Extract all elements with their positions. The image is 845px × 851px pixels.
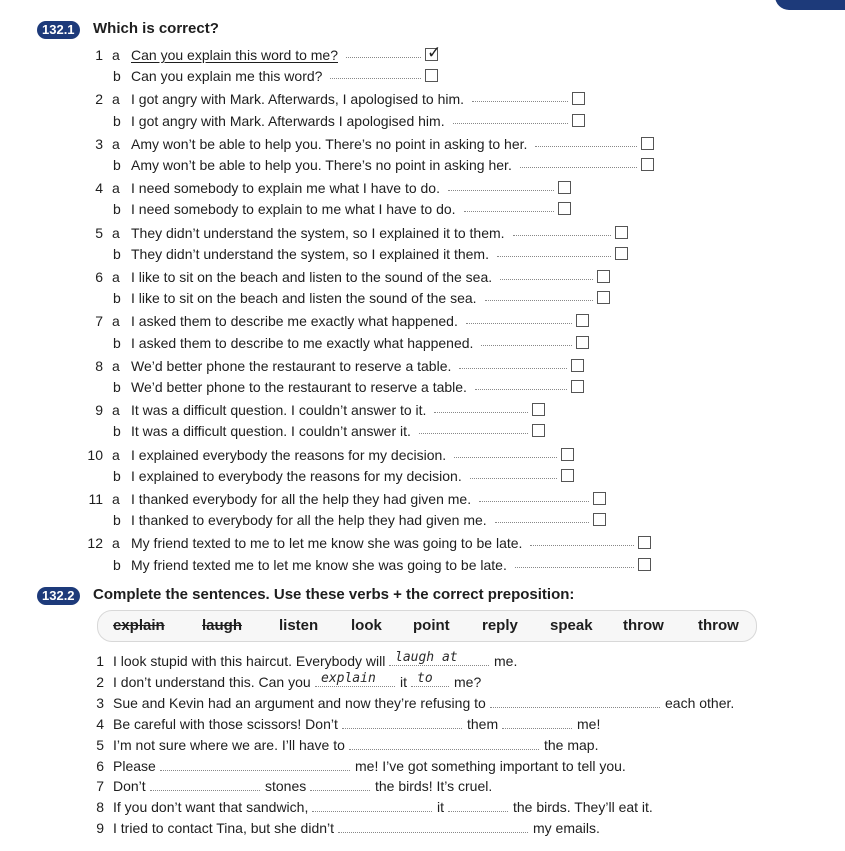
- answer-checkbox[interactable]: [576, 314, 589, 327]
- question-number: 11: [88, 491, 103, 507]
- sentence-text: me! I’ve got something important to tell you.: [355, 757, 626, 774]
- verb-throw-2: throw: [698, 617, 739, 634]
- option-letter: a: [112, 180, 120, 197]
- option-text: My friend texted me to let me know she was going to be late.: [131, 556, 507, 573]
- option-text: It was a difficult question. I couldn’t answer it.: [131, 423, 411, 440]
- sentence-text: I tried to contact Tina, but she didn’t: [113, 820, 335, 837]
- sentence-text: each other.: [665, 694, 735, 711]
- leader-dots: [497, 244, 611, 257]
- answer-checkbox[interactable]: [572, 114, 585, 127]
- verb-speak: speak: [550, 617, 593, 634]
- sentence-number: 9: [96, 820, 104, 837]
- option-letter: b: [113, 334, 121, 351]
- option-letter: b: [113, 201, 121, 218]
- leader-dots: [530, 533, 634, 546]
- question-number: 12: [87, 535, 103, 552]
- answer-checkbox[interactable]: [558, 202, 571, 215]
- question-number: 9: [95, 402, 103, 419]
- option-letter: a: [112, 535, 120, 552]
- option-letter: a: [112, 491, 120, 507]
- answer-checkbox[interactable]: [561, 469, 574, 482]
- option-text: We’d better phone to the restaurant to reserve a table.: [131, 378, 467, 395]
- verb-listen: listen: [279, 617, 319, 634]
- option-text: Amy won’t be able to help you. There’s no point in asking to her.: [131, 135, 528, 152]
- sentence-text: it: [437, 799, 444, 816]
- sentence-number: 3: [96, 694, 104, 711]
- sentence-number: 4: [96, 715, 104, 732]
- verb-list-bar: [97, 610, 757, 642]
- option-text: I thanked everybody for all the help they had given me.: [131, 491, 472, 507]
- handwritten-answer: laugh at: [395, 650, 458, 665]
- sentence-number: 2: [96, 673, 104, 690]
- leader-dots: [464, 199, 554, 212]
- answer-checkbox[interactable]: [593, 492, 606, 505]
- answer-blank[interactable]: [310, 776, 370, 791]
- sentence-text: Be careful with those scissors! Don’t: [113, 715, 338, 732]
- option-text: I like to sit on the beach and listen to the sound of the sea.: [131, 269, 493, 285]
- option-letter: b: [113, 423, 121, 440]
- option-text: I explained everybody the reasons for my decision.: [131, 446, 447, 463]
- question-number: 6: [95, 269, 103, 285]
- answer-checkbox[interactable]: [597, 291, 610, 304]
- exercise-title-132-2: Complete the sentences. Use these verbs + the correct preposition:: [93, 586, 575, 603]
- option-text: Can you explain this word to me?: [131, 47, 338, 63]
- leader-dots: [470, 466, 557, 479]
- option-letter: a: [112, 357, 120, 374]
- option-letter: a: [112, 313, 120, 330]
- option-text: It was a difficult question. I couldn’t answer to it.: [131, 402, 427, 419]
- option-letter: a: [112, 402, 120, 419]
- answer-checkbox[interactable]: [532, 424, 545, 437]
- sentence-text: stones: [265, 778, 307, 795]
- verb-laugh: laugh: [202, 617, 242, 634]
- verb-look: look: [351, 617, 382, 634]
- sentence-text: them: [467, 715, 499, 732]
- option-letter: a: [112, 269, 120, 285]
- answer-checkbox[interactable]: [597, 270, 610, 283]
- option-text: We’d better phone the restaurant to reserve a table.: [131, 357, 452, 374]
- leader-dots: [481, 333, 572, 346]
- leader-dots: [485, 288, 593, 301]
- answer-checkbox[interactable]: [641, 137, 654, 150]
- leader-dots: [459, 356, 567, 369]
- option-text: My friend texted to me to let me know she was going to be late.: [131, 535, 523, 552]
- leader-dots: [535, 134, 637, 147]
- answer-checkbox[interactable]: [615, 226, 628, 239]
- handwritten-answer: to: [417, 670, 433, 686]
- option-text: They didn’t understand the system, so I explained it them.: [131, 245, 489, 262]
- answer-checkbox[interactable]: [572, 92, 585, 105]
- sentence-text: the birds. They’ll eat it.: [513, 799, 653, 816]
- question-number: 5: [95, 224, 103, 241]
- answer-blank[interactable]: [502, 714, 572, 729]
- answer-blank[interactable]: [150, 776, 260, 791]
- leader-dots: [330, 66, 421, 79]
- verb-point: point: [413, 617, 450, 634]
- leader-dots: [500, 267, 593, 280]
- answer-checkbox[interactable]: [571, 380, 584, 393]
- leader-dots: [466, 311, 572, 324]
- exercise-badge-132-1: 132.1: [37, 21, 80, 39]
- sentence-text: me!: [577, 715, 601, 732]
- option-text: I got angry with Mark. Afterwards I apologised him.: [131, 112, 445, 129]
- question-number: 1: [95, 47, 103, 63]
- option-text: I need somebody to explain to me what I have to do.: [131, 201, 456, 218]
- check-mark-icon: ✓: [427, 43, 442, 62]
- question-number: 2: [95, 91, 103, 108]
- option-text: I thanked to everybody for all the help they had given me.: [131, 512, 487, 529]
- leader-dots: [475, 377, 567, 390]
- sentence-number: 1: [96, 653, 104, 669]
- handwritten-answer: explain: [321, 670, 376, 686]
- answer-checkbox[interactable]: [425, 69, 438, 82]
- sentence-text: the map.: [544, 736, 599, 753]
- option-letter: b: [113, 112, 121, 129]
- answer-blank[interactable]: [160, 756, 350, 771]
- sentence-text: me?: [454, 673, 482, 690]
- question-number: 7: [95, 313, 103, 330]
- answer-checkbox[interactable]: [638, 558, 651, 571]
- sentence-text: Please: [113, 757, 156, 774]
- option-letter: b: [113, 512, 121, 529]
- leader-dots: [515, 555, 634, 568]
- answer-checkbox[interactable]: [561, 448, 574, 461]
- option-letter: a: [112, 446, 120, 463]
- option-text: I like to sit on the beach and listen the sound of the sea.: [131, 290, 477, 307]
- sentence-text: Sue and Kevin had an argument and now they’re refusing to: [113, 694, 486, 711]
- leader-dots: [454, 445, 557, 458]
- leader-dots: [479, 489, 589, 502]
- option-letter: b: [113, 245, 121, 262]
- answer-checkbox[interactable]: [558, 181, 571, 194]
- sentence-text: my emails.: [533, 820, 600, 837]
- leader-dots: [346, 45, 421, 58]
- answer-checkbox[interactable]: [615, 247, 628, 260]
- answer-checkbox[interactable]: [638, 536, 651, 549]
- corner-tab: [775, 0, 845, 10]
- answer-blank[interactable]: [315, 672, 395, 687]
- option-text: I got angry with Mark. Afterwards, I apologised to him.: [131, 91, 465, 108]
- question-number: 3: [95, 135, 103, 152]
- sentence-text: it: [400, 673, 407, 690]
- answer-checkbox[interactable]: [532, 403, 545, 416]
- option-text: I asked them to describe to me exactly what happened.: [131, 334, 474, 351]
- option-text: Can you explain me this word?: [131, 68, 323, 85]
- option-text: I explained to everybody the reasons for my decision.: [131, 467, 462, 484]
- verb-explain: explain: [113, 617, 165, 634]
- option-text: Amy won’t be able to help you. There’s no point in asking her.: [131, 156, 512, 173]
- answer-blank[interactable]: [342, 714, 462, 729]
- answer-checkbox[interactable]: [576, 336, 589, 349]
- leader-dots: [453, 111, 568, 124]
- answer-blank[interactable]: [349, 735, 539, 750]
- option-letter: b: [113, 378, 121, 395]
- option-letter: a: [112, 135, 120, 152]
- leader-dots: [520, 155, 637, 168]
- sentence-text: I don’t understand this. Can you: [113, 673, 311, 690]
- sentence-text: me.: [494, 653, 518, 669]
- sentence-text: I’m not sure where we are. I’ll have to: [113, 736, 345, 753]
- option-letter: b: [113, 556, 121, 573]
- option-letter: a: [112, 47, 120, 63]
- leader-dots: [434, 400, 528, 413]
- sentence-text: the birds! It’s cruel.: [375, 778, 493, 795]
- answer-blank[interactable]: [448, 797, 508, 812]
- option-letter: a: [112, 224, 120, 241]
- sentence-text: If you don’t want that sandwich,: [113, 799, 309, 816]
- answer-checkbox[interactable]: [425, 43, 442, 62]
- leader-dots: [513, 223, 611, 236]
- option-letter: b: [113, 467, 121, 484]
- leader-dots: [419, 421, 528, 434]
- option-letter: b: [113, 290, 121, 307]
- sentence-text: Don’t: [113, 778, 146, 795]
- answer-blank[interactable]: [312, 797, 432, 812]
- option-letter: b: [113, 68, 121, 85]
- sentence-text: I look stupid with this haircut. Everybody will: [113, 653, 386, 669]
- verb-reply: reply: [482, 617, 518, 634]
- leader-dots: [495, 510, 589, 523]
- exercise-title-132-1: Which is correct?: [93, 20, 219, 37]
- option-text: I need somebody to explain me what I have to do.: [131, 180, 440, 197]
- leader-dots: [472, 89, 568, 102]
- option-letter: b: [113, 156, 121, 173]
- question-number: 10: [87, 446, 103, 463]
- sentence-number: 7: [96, 778, 104, 795]
- option-letter: a: [112, 91, 120, 108]
- answer-blank[interactable]: [338, 818, 528, 833]
- answer-blank[interactable]: [389, 651, 489, 666]
- verb-throw: throw: [623, 617, 664, 634]
- question-number: 8: [95, 357, 103, 374]
- answer-blank[interactable]: [490, 693, 660, 708]
- answer-checkbox[interactable]: [593, 513, 606, 526]
- sentence-number: 5: [96, 736, 104, 753]
- question-number: 4: [95, 180, 103, 197]
- answer-blank[interactable]: [411, 672, 449, 687]
- sentence-number: 8: [96, 799, 104, 816]
- answer-checkbox[interactable]: [641, 158, 654, 171]
- option-text: They didn’t understand the system, so I explained it to them.: [131, 224, 505, 241]
- exercise-badge-132-2: 132.2: [37, 587, 80, 605]
- sentence-number: 6: [96, 757, 104, 774]
- answer-checkbox[interactable]: [571, 359, 584, 372]
- leader-dots: [448, 178, 554, 191]
- option-text: I asked them to describe me exactly what happened.: [131, 313, 458, 330]
